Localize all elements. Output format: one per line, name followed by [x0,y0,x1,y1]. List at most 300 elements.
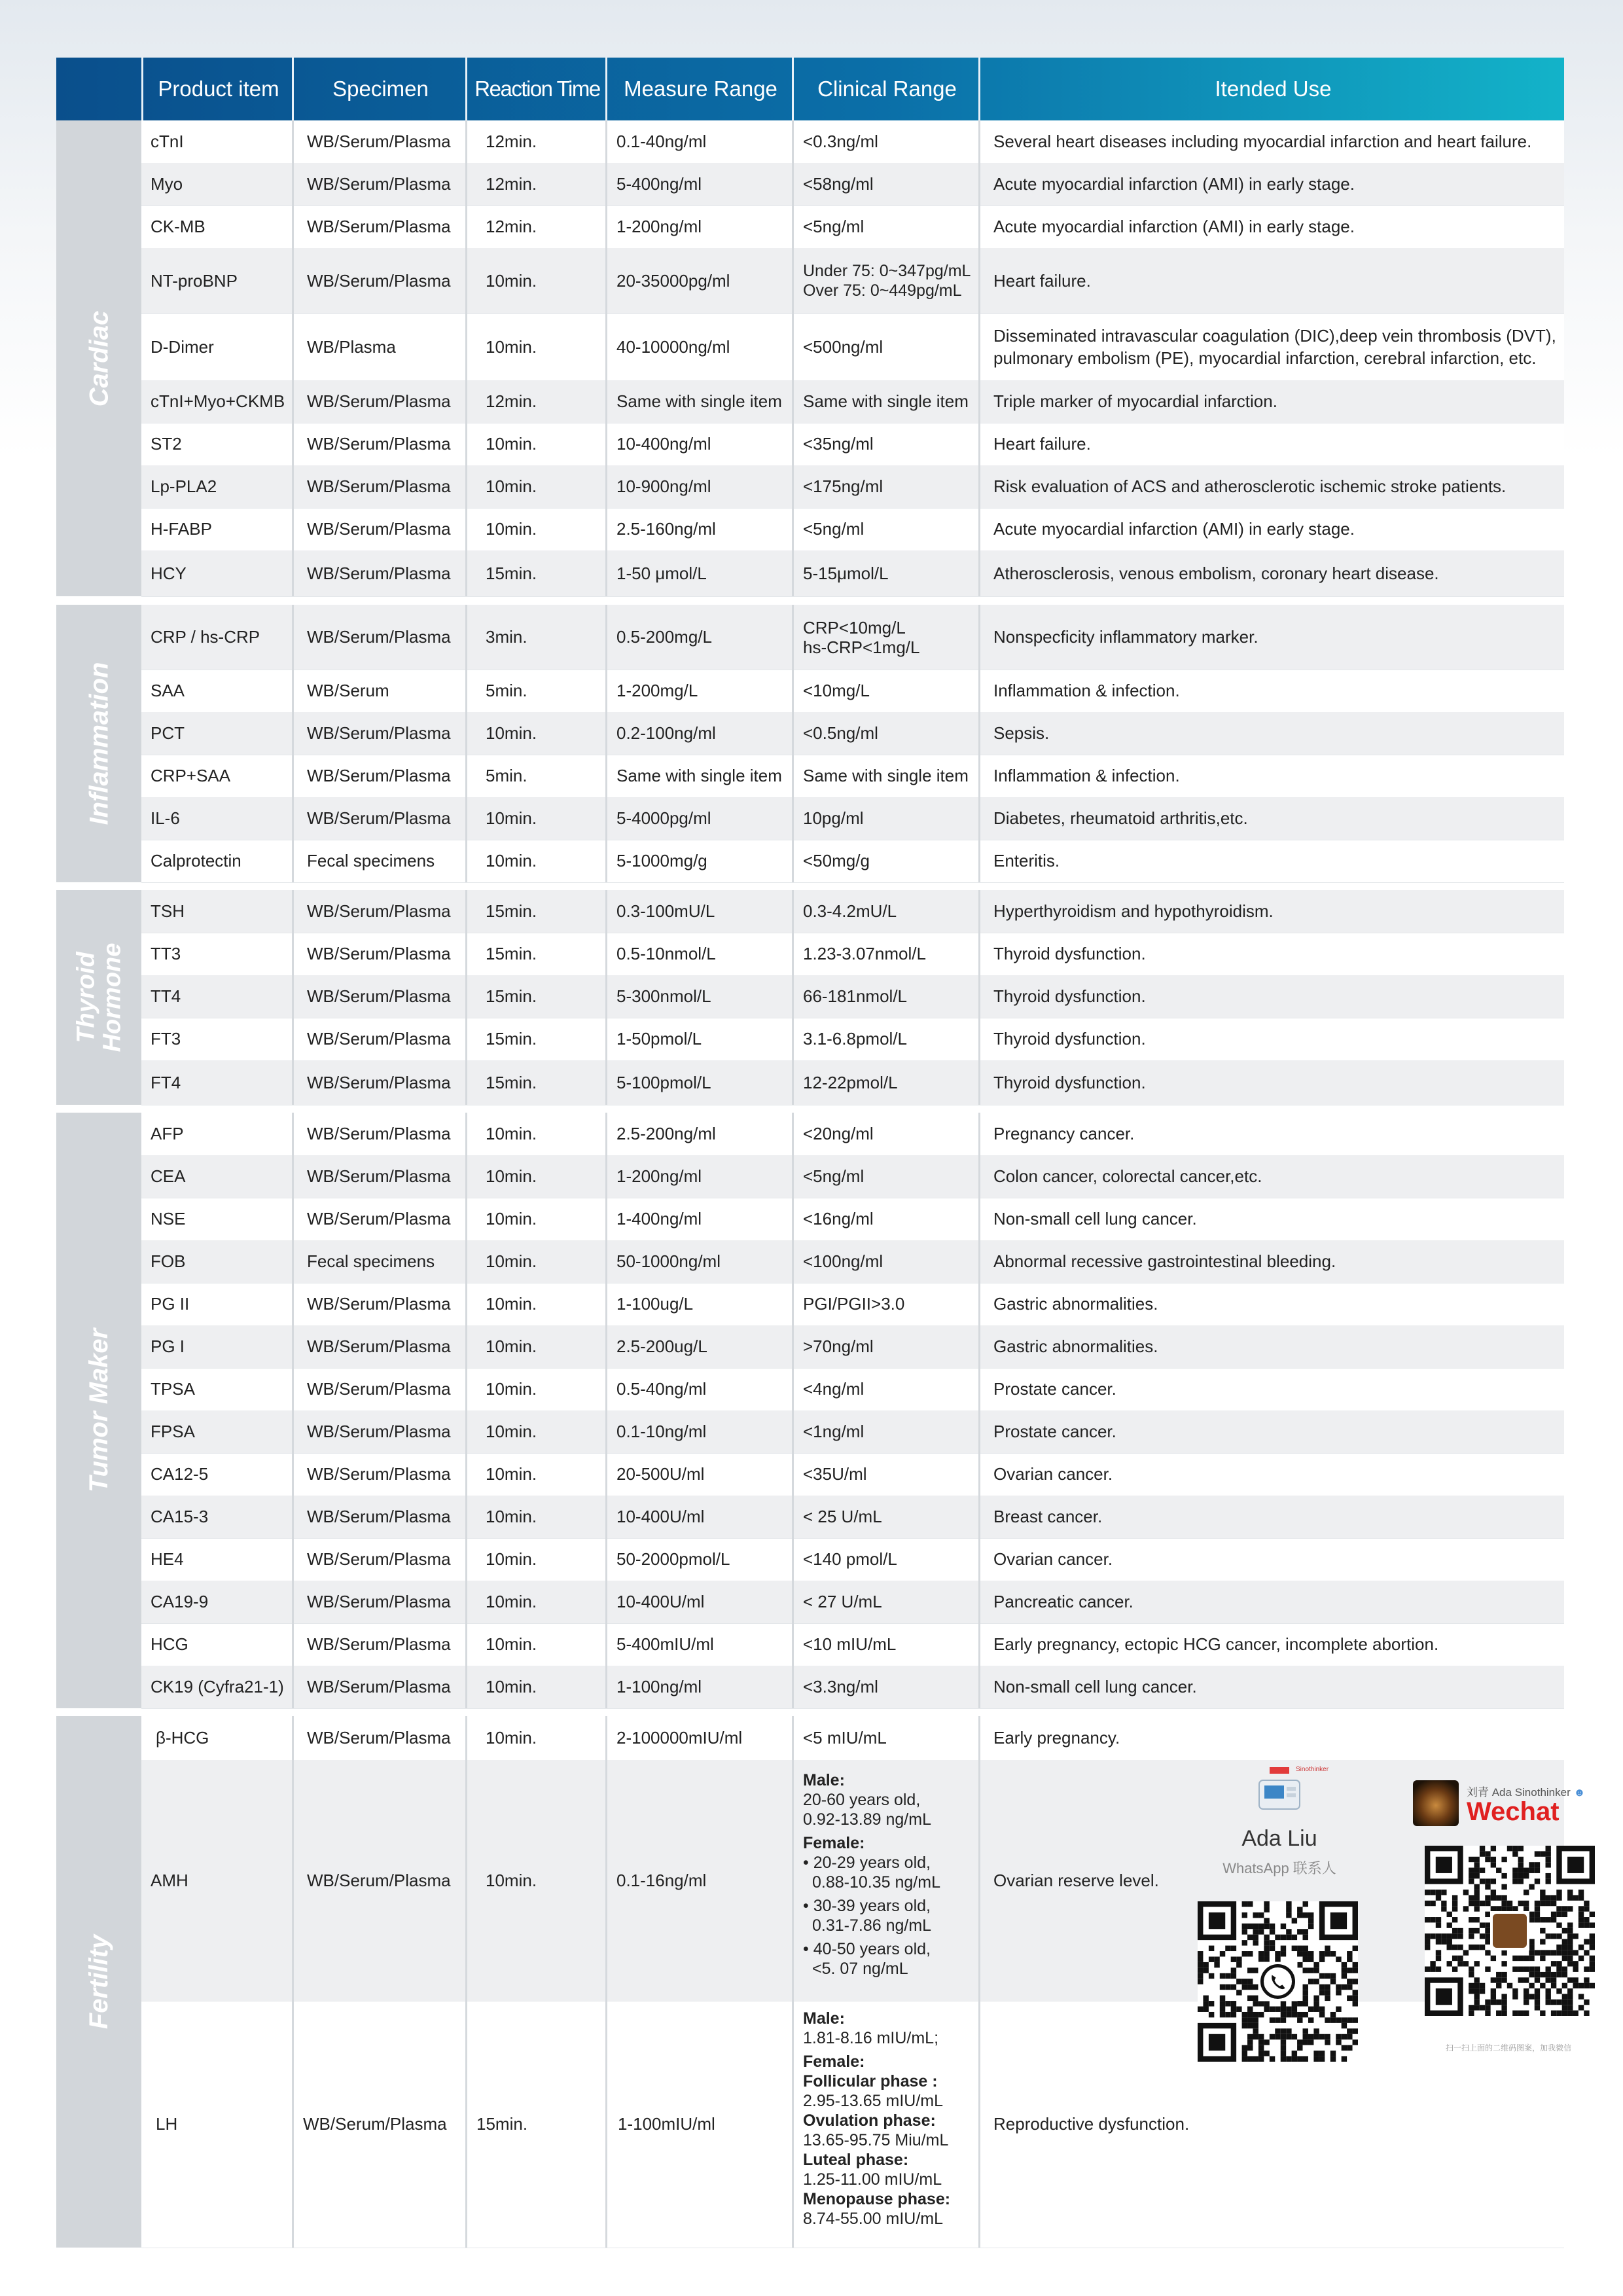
cell-product: NT-proBNP [151,270,238,291]
cell-time: 10min. [465,1368,605,1410]
cell-specimen: WB/Serum/Plasma [292,550,465,596]
cell-specimen: WB/Serum/Plasma [292,1496,465,1538]
cell-specimen: WB/Serum/Plasma [292,1113,465,1155]
table-row [141,1060,1564,1105]
cell-use: Gastric abnormalities. [978,1325,1564,1368]
cell-measure: 1-200ng/ml [605,206,792,248]
cell-time: 10min. [465,1113,605,1155]
cell-specimen: WB/Serum/Plasma [292,1666,465,1708]
cell-measure: 10-400ng/ml [605,423,792,465]
cell-product: AFP [151,1124,184,1143]
cell-use: Early pregnancy. [978,1716,1564,1760]
category-label: Cardiac [84,310,113,406]
table-row [141,423,1564,466]
cell-clinical: <16ng/ml [792,1198,978,1240]
cell-product: CA19-9 [151,1592,209,1611]
cell-time: 12min. [465,206,605,248]
cell-measure: 1-200mg/L [605,670,792,712]
cell-measure: 1-100mIU/ml [605,2001,792,2248]
clinical-line: 8.74-55.00 mIU/mL [803,2210,943,2228]
table-row [141,1155,1564,1198]
cell-specimen: WB/Serum/Plasma [292,423,465,465]
cell-specimen: WB/Serum/Plasma [292,465,465,508]
cell-measure: 5-100pmol/L [605,1060,792,1105]
clinical-line: 0.31-7.86 ng/mL [812,1916,932,1935]
cell-clinical [792,1760,978,2001]
clinical-line: Female: [803,2053,865,2071]
use-line: Disseminated intravascular coagulation (DIC),deep vein thrombosis (DVT), [993,326,1556,346]
cell-specimen: WB/Serum/Plasma [292,933,465,975]
cell-measure: 10-900ng/ml [605,465,792,508]
cell-use: Sepsis. [978,712,1564,755]
cell-specimen: WB/Serum/Plasma [292,508,465,550]
cell-product: D-Dimer [151,336,214,357]
wechat-title: Wechat [1467,1797,1560,1826]
cell-time: 5min. [465,755,605,797]
cell-product: LH [156,2114,178,2134]
cell-use: Thyroid dysfunction. [978,1060,1564,1105]
table-row [141,1538,1564,1581]
table-row [141,380,1564,423]
cell-time: 15min. [465,2001,605,2248]
table-row [141,890,1564,933]
cell-clinical: 0.3-4.2mU/L [792,890,978,933]
table-row [141,163,1564,206]
cell-product: CK19 (Cyfra21-1) [151,1677,284,1696]
clinical-line: • 20-29 years old, [803,1854,931,1872]
cell-time: 10min. [465,1760,605,2001]
cell-clinical: <3.3ng/ml [792,1666,978,1708]
table-row [141,550,1564,597]
cell-use: Pancreatic cancer. [978,1581,1564,1623]
cell-measure: 20-500U/ml [605,1453,792,1496]
category-cardiac [56,120,141,596]
clinical-line: Female: [803,1834,865,1852]
table-row [141,1018,1564,1061]
table-row [141,975,1564,1018]
cell-clinical: Same with single item [792,755,978,797]
cell-measure: 10-400U/ml [605,1496,792,1538]
cell-product: ST2 [151,434,182,454]
cell-specimen: WB/Serum/Plasma [292,890,465,933]
cell-clinical [792,248,978,314]
cell-specimen: WB/Serum/Plasma [292,1581,465,1623]
whatsapp-contact-card [1191,1761,1368,2068]
cell-use: Gastric abnormalities. [978,1283,1564,1325]
cell-product: Calprotectin [151,851,241,870]
cell-specimen: WB/Serum [292,670,465,712]
cell-measure: 0.1-16ng/ml [605,1760,792,2001]
cell-use [978,314,1564,380]
cell-measure: 1-100ug/L [605,1283,792,1325]
cell-time: 10min. [465,1496,605,1538]
cell-time: 12min. [465,380,605,423]
cell-measure: 0.3-100mU/L [605,890,792,933]
cell-measure: 2.5-200ug/L [605,1325,792,1368]
section-cardiac [56,120,1564,596]
header-product-item: Product item [141,58,294,120]
table-row [141,248,1564,314]
clinical-line: 1.25-11.00 mIU/mL [803,2170,942,2189]
cell-measure: 50-2000pmol/L [605,1538,792,1581]
table-row [141,1113,1564,1156]
table-row [141,933,1564,976]
cell-product: β-HCG [156,1728,209,1748]
cell-time: 10min. [465,314,605,380]
cell-measure: 2.5-200ng/ml [605,1113,792,1155]
table-row [141,1453,1564,1496]
cell-measure: 10-400U/ml [605,1581,792,1623]
clinical-line: Luteal phase: [803,2151,909,2169]
table-row [141,120,1564,164]
table-row [141,1581,1564,1624]
cell-clinical: 10pg/ml [792,797,978,840]
cell-product: CEA [151,1166,186,1186]
cell-clinical: 1.23-3.07nmol/L [792,933,978,975]
cell-specimen: WB/Serum/Plasma [292,2001,465,2248]
cell-clinical [792,605,978,670]
cell-product: NSE [151,1209,186,1229]
table-row [141,755,1564,798]
cell-time: 10min. [465,712,605,755]
header-category-cell [56,58,141,120]
cell-measure: 1-100ng/ml [605,1666,792,1708]
cell-use: Early pregnancy, ectopic HCG cancer, incomplete abortion. [978,1623,1564,1666]
cell-specimen: WB/Serum/Plasma [292,712,465,755]
cell-clinical: <0.5ng/ml [792,712,978,755]
category-label: Tumor Maker [84,1328,114,1493]
cell-clinical: <500ng/ml [792,314,978,380]
cell-clinical: <175ng/ml [792,465,978,508]
cell-specimen: WB/Serum/Plasma [292,1198,465,1240]
clinical-line: • 30-39 years old, [803,1897,931,1915]
cell-use: Enteritis. [978,840,1564,882]
cell-product: CA15-3 [151,1507,209,1526]
cell-product: CA12-5 [151,1464,209,1484]
cell-use: Heart failure. [978,248,1564,314]
cell-measure: 1-400ng/ml [605,1198,792,1240]
cell-clinical: <5ng/ml [792,206,978,248]
clinical-line: CRP<10mg/L [803,617,906,637]
category-label-line: Thyroid [72,952,100,1043]
cell-time: 10min. [465,1325,605,1368]
clinical-line: Male: [803,2009,845,2028]
clinical-line: hs-CRP<1mg/L [803,637,920,657]
table-row [141,1240,1564,1283]
cell-use: Prostate cancer. [978,1410,1564,1453]
cell-measure: 2-100000mIU/ml [605,1716,792,1760]
section-thyroid-hormone [56,890,1564,1105]
cell-specimen: WB/Serum/Plasma [292,1325,465,1368]
cell-measure: 1-200ng/ml [605,1155,792,1198]
avatar [1413,1780,1459,1826]
cell-product: HE4 [151,1549,184,1569]
cell-measure: Same with single item [605,380,792,423]
cell-clinical: <58ng/ml [792,163,978,206]
contact-subtitle: WhatsApp 联系人 [1222,1860,1336,1876]
cell-specimen: WB/Serum/Plasma [292,605,465,670]
cell-clinical: <100ng/ml [792,1240,978,1283]
cell-time: 3min. [465,605,605,670]
table-row [141,1283,1564,1326]
cell-specimen: WB/Serum/Plasma [292,1453,465,1496]
cell-use: Non-small cell lung cancer. [978,1198,1564,1240]
whatsapp-qr-code[interactable] [1198,1901,1358,2062]
category-label-line: Hormone [98,942,126,1052]
cell-time: 10min. [465,1538,605,1581]
cell-specimen: WB/Serum/Plasma [292,755,465,797]
category-fertility [56,1716,141,2248]
cell-clinical: <5ng/ml [792,508,978,550]
cell-time: 10min. [465,797,605,840]
cell-use: Several heart diseases including myocardial infarction and heart failure. [978,120,1564,163]
cell-clinical: <140 pmol/L [792,1538,978,1581]
cell-use: Inflammation & infection. [978,670,1564,712]
cell-use: Triple marker of myocardial infarction. [978,380,1564,423]
cell-use: Ovarian cancer. [978,1453,1564,1496]
category-tumor-maker [56,1113,141,1708]
cell-time: 15min. [465,550,605,596]
table-row [141,314,1564,381]
cell-specimen: WB/Serum/Plasma [292,797,465,840]
cell-product: PG II [151,1294,190,1314]
cell-use: Abnormal recessive gastrointestinal bleeding. [978,1240,1564,1283]
category-label: Fertility [84,1934,114,2030]
cell-measure: 0.5-200mg/L [605,605,792,670]
cell-measure: 20-35000pg/ml [605,248,792,314]
table-row [141,206,1564,249]
wechat-profile-text: 刘青 Ada Sinothinker [1467,1786,1571,1799]
cell-time: 10min. [465,1198,605,1240]
cell-time: 10min. [465,465,605,508]
cell-specimen: WB/Serum/Plasma [292,1155,465,1198]
cell-use: Breast cancer. [978,1496,1564,1538]
section-tumor-maker [56,1113,1564,1708]
cell-product: TSH [151,901,185,921]
cell-measure: 0.5-40ng/ml [605,1368,792,1410]
cell-time: 5min. [465,670,605,712]
wechat-contact-card [1410,1774,1607,2062]
clinical-line: Male: [803,1771,845,1789]
cell-measure: 5-400ng/ml [605,163,792,206]
cell-specimen: WB/Serum/Plasma [292,248,465,314]
cell-time: 10min. [465,1453,605,1496]
cell-clinical: <5 mIU/mL [792,1716,978,1760]
cell-time: 10min. [465,1240,605,1283]
cell-specimen: WB/Serum/Plasma [292,975,465,1018]
cell-time: 10min. [465,508,605,550]
lh-clinical-list [803,2001,950,2229]
cell-clinical: 12-22pmol/L [792,1060,978,1105]
cell-time: 10min. [465,423,605,465]
cell-use: Inflammation & infection. [978,755,1564,797]
table-row [141,465,1564,509]
cell-product: cTnI [151,132,184,151]
table-row [141,670,1564,713]
clinical-line: 20-60 years old, [803,1791,921,1809]
cell-use: Colon cancer, colorectal cancer,etc. [978,1155,1564,1198]
cell-specimen: WB/Serum/Plasma [292,1760,465,2001]
cell-time: 10min. [465,840,605,882]
cell-use: Ovarian cancer. [978,1538,1564,1581]
cell-product: cTnI+Myo+CKMB [151,391,285,411]
clinical-line: Follicular phase : [803,2072,938,2090]
cell-measure: Same with single item [605,755,792,797]
cell-clinical: >70ng/ml [792,1325,978,1368]
clinical-line: 0.88-10.35 ng/mL [812,1873,940,1892]
cell-use: Nonspecficity inflammatory marker. [978,605,1564,670]
cell-use: Prostate cancer. [978,1368,1564,1410]
cell-measure: 1-50 μmol/L [605,550,792,596]
cell-use: Thyroid dysfunction. [978,933,1564,975]
cell-use: Acute myocardial infarction (AMI) in early stage. [978,508,1564,550]
table-row [141,605,1564,670]
clinical-line: • 40-50 years old, [803,1940,931,1958]
cell-product: TPSA [151,1379,195,1399]
cell-use: Risk evaluation of ACS and atherosclerotic ischemic stroke patients. [978,465,1564,508]
cell-specimen: WB/Plasma [292,314,465,380]
category-label: Inflammation [84,662,113,825]
category-label [73,943,125,1052]
cell-use: Heart failure. [978,423,1564,465]
cell-clinical: <20ng/ml [792,1113,978,1155]
cell-product: FPSA [151,1422,195,1441]
cell-time: 15min. [465,1060,605,1105]
cell-clinical: 3.1-6.8pmol/L [792,1018,978,1060]
cell-specimen: WB/Serum/Plasma [292,206,465,248]
cell-time: 10min. [465,1666,605,1708]
clinical-line: 2.95-13.65 mIU/mL [803,2092,943,2110]
cell-use: Acute myocardial infarction (AMI) in early stage. [978,206,1564,248]
header-measure-range: Measure Range [605,58,794,120]
amh-clinical-list [803,1760,940,1979]
cell-clinical: < 27 U/mL [792,1581,978,1623]
cell-time: 10min. [465,1410,605,1453]
cell-specimen: Fecal specimens [292,840,465,882]
table-row [141,840,1564,883]
cell-time: 10min. [465,1623,605,1666]
cell-measure: 2.5-160ng/ml [605,508,792,550]
cell-specimen: WB/Serum/Plasma [292,163,465,206]
cell-clinical: <0.3ng/ml [792,120,978,163]
cell-product: CK-MB [151,217,205,236]
cell-time: 10min. [465,248,605,314]
cell-use: Thyroid dysfunction. [978,975,1564,1018]
cell-product: FT3 [151,1029,181,1049]
clinical-line: 1.81-8.16 mIU/mL; [803,2029,939,2047]
clinical-line: Ovulation phase: [803,2111,936,2130]
section-inflammation [56,605,1564,882]
table-row [141,1410,1564,1454]
cell-product: H-FABP [151,519,212,539]
cell-product: PCT [151,723,185,743]
clinical-line: Over 75: 0~449pg/mL [803,281,962,300]
cell-product: CRP / hs-CRP [151,627,260,647]
cell-measure: 5-400mIU/ml [605,1623,792,1666]
cell-time: 15min. [465,933,605,975]
cell-use: Acute myocardial infarction (AMI) in early stage. [978,163,1564,206]
cell-use: Thyroid dysfunction. [978,1018,1564,1060]
table-row [141,1368,1564,1411]
cell-clinical: PGI/PGII>3.0 [792,1283,978,1325]
cell-measure: 0.1-40ng/ml [605,120,792,163]
clinical-line: <5. 07 ng/mL [812,1960,908,1978]
cell-product: FOB [151,1251,186,1271]
category-thyroid-hormone [56,890,141,1105]
cell-time: 15min. [465,1018,605,1060]
cell-time: 10min. [465,1283,605,1325]
use-line: pulmonary embolism (PE), myocardial infarction, cerebral infarction, etc. [993,348,1537,368]
wechat-qr-code[interactable] [1425,1846,1595,2016]
cell-product: Myo [151,174,183,194]
header-reaction-time: Reaction Time [465,58,607,120]
table-row [141,1496,1564,1539]
cell-product: SAA [151,681,185,700]
cell-use: Atherosclerosis, venous embolism, coronary heart disease. [978,550,1564,596]
wechat-hint: 扫一扫上面的二维码图案，加我微信 [1445,2043,1571,2053]
cell-specimen: WB/Serum/Plasma [292,380,465,423]
cell-measure: 0.5-10nmol/L [605,933,792,975]
cell-measure: 5-1000mg/g [605,840,792,882]
cell-measure: 0.1-10ng/ml [605,1410,792,1453]
cell-specimen: WB/Serum/Plasma [292,1410,465,1453]
cell-time: 10min. [465,1716,605,1760]
table-row [141,1716,1564,1761]
cell-specimen: WB/Serum/Plasma [292,1060,465,1105]
cell-clinical: Same with single item [792,380,978,423]
cell-measure: 50-1000ng/ml [605,1240,792,1283]
cell-product: CRP+SAA [151,766,231,785]
cell-specimen: WB/Serum/Plasma [292,1283,465,1325]
cell-measure: 40-10000ng/ml [605,314,792,380]
header-specimen: Specimen [292,58,467,120]
cell-time: 12min. [465,120,605,163]
table-row [141,1325,1564,1369]
cell-use: Ovarian reserve level. [978,1760,1564,2001]
cell-measure: 5-300nmol/L [605,975,792,1018]
table-header [56,58,1564,120]
cell-clinical: <35ng/ml [792,423,978,465]
contact-name: Ada Liu [1241,1826,1317,1851]
cell-clinical: 5-15μmol/L [792,550,978,596]
table-row [141,1623,1564,1666]
header-clinical-range: Clinical Range [792,58,980,120]
cell-product: HCG [151,1634,188,1654]
cell-product: IL-6 [151,808,180,828]
cell-clinical: <1ng/ml [792,1410,978,1453]
cell-product: TT3 [151,944,181,963]
cell-clinical: < 25 U/mL [792,1496,978,1538]
cell-clinical: <10 mIU/mL [792,1623,978,1666]
cell-clinical: <4ng/ml [792,1368,978,1410]
category-inflammation [56,605,141,882]
cell-specimen: WB/Serum/Plasma [292,1368,465,1410]
clinical-line: 13.65-95.75 Miu/mL [803,2131,949,2149]
cell-product: FT4 [151,1072,181,1092]
cell-specimen: WB/Serum/Plasma [292,1623,465,1666]
cell-use: Non-small cell lung cancer. [978,1666,1564,1708]
brand-logo-text: Sinothinker [1296,1766,1329,1773]
header-intended-use: Itended Use [978,58,1566,120]
cell-use: Reproductive dysfunction. [978,2001,1564,2248]
cell-clinical: 66-181nmol/L [792,975,978,1018]
cell-clinical: <50mg/g [792,840,978,882]
cell-time: 15min. [465,975,605,1018]
user-icon: ☻ [1573,1786,1586,1799]
table-row [141,797,1564,840]
cell-product: AMH [151,1870,188,1890]
table-row [141,712,1564,755]
